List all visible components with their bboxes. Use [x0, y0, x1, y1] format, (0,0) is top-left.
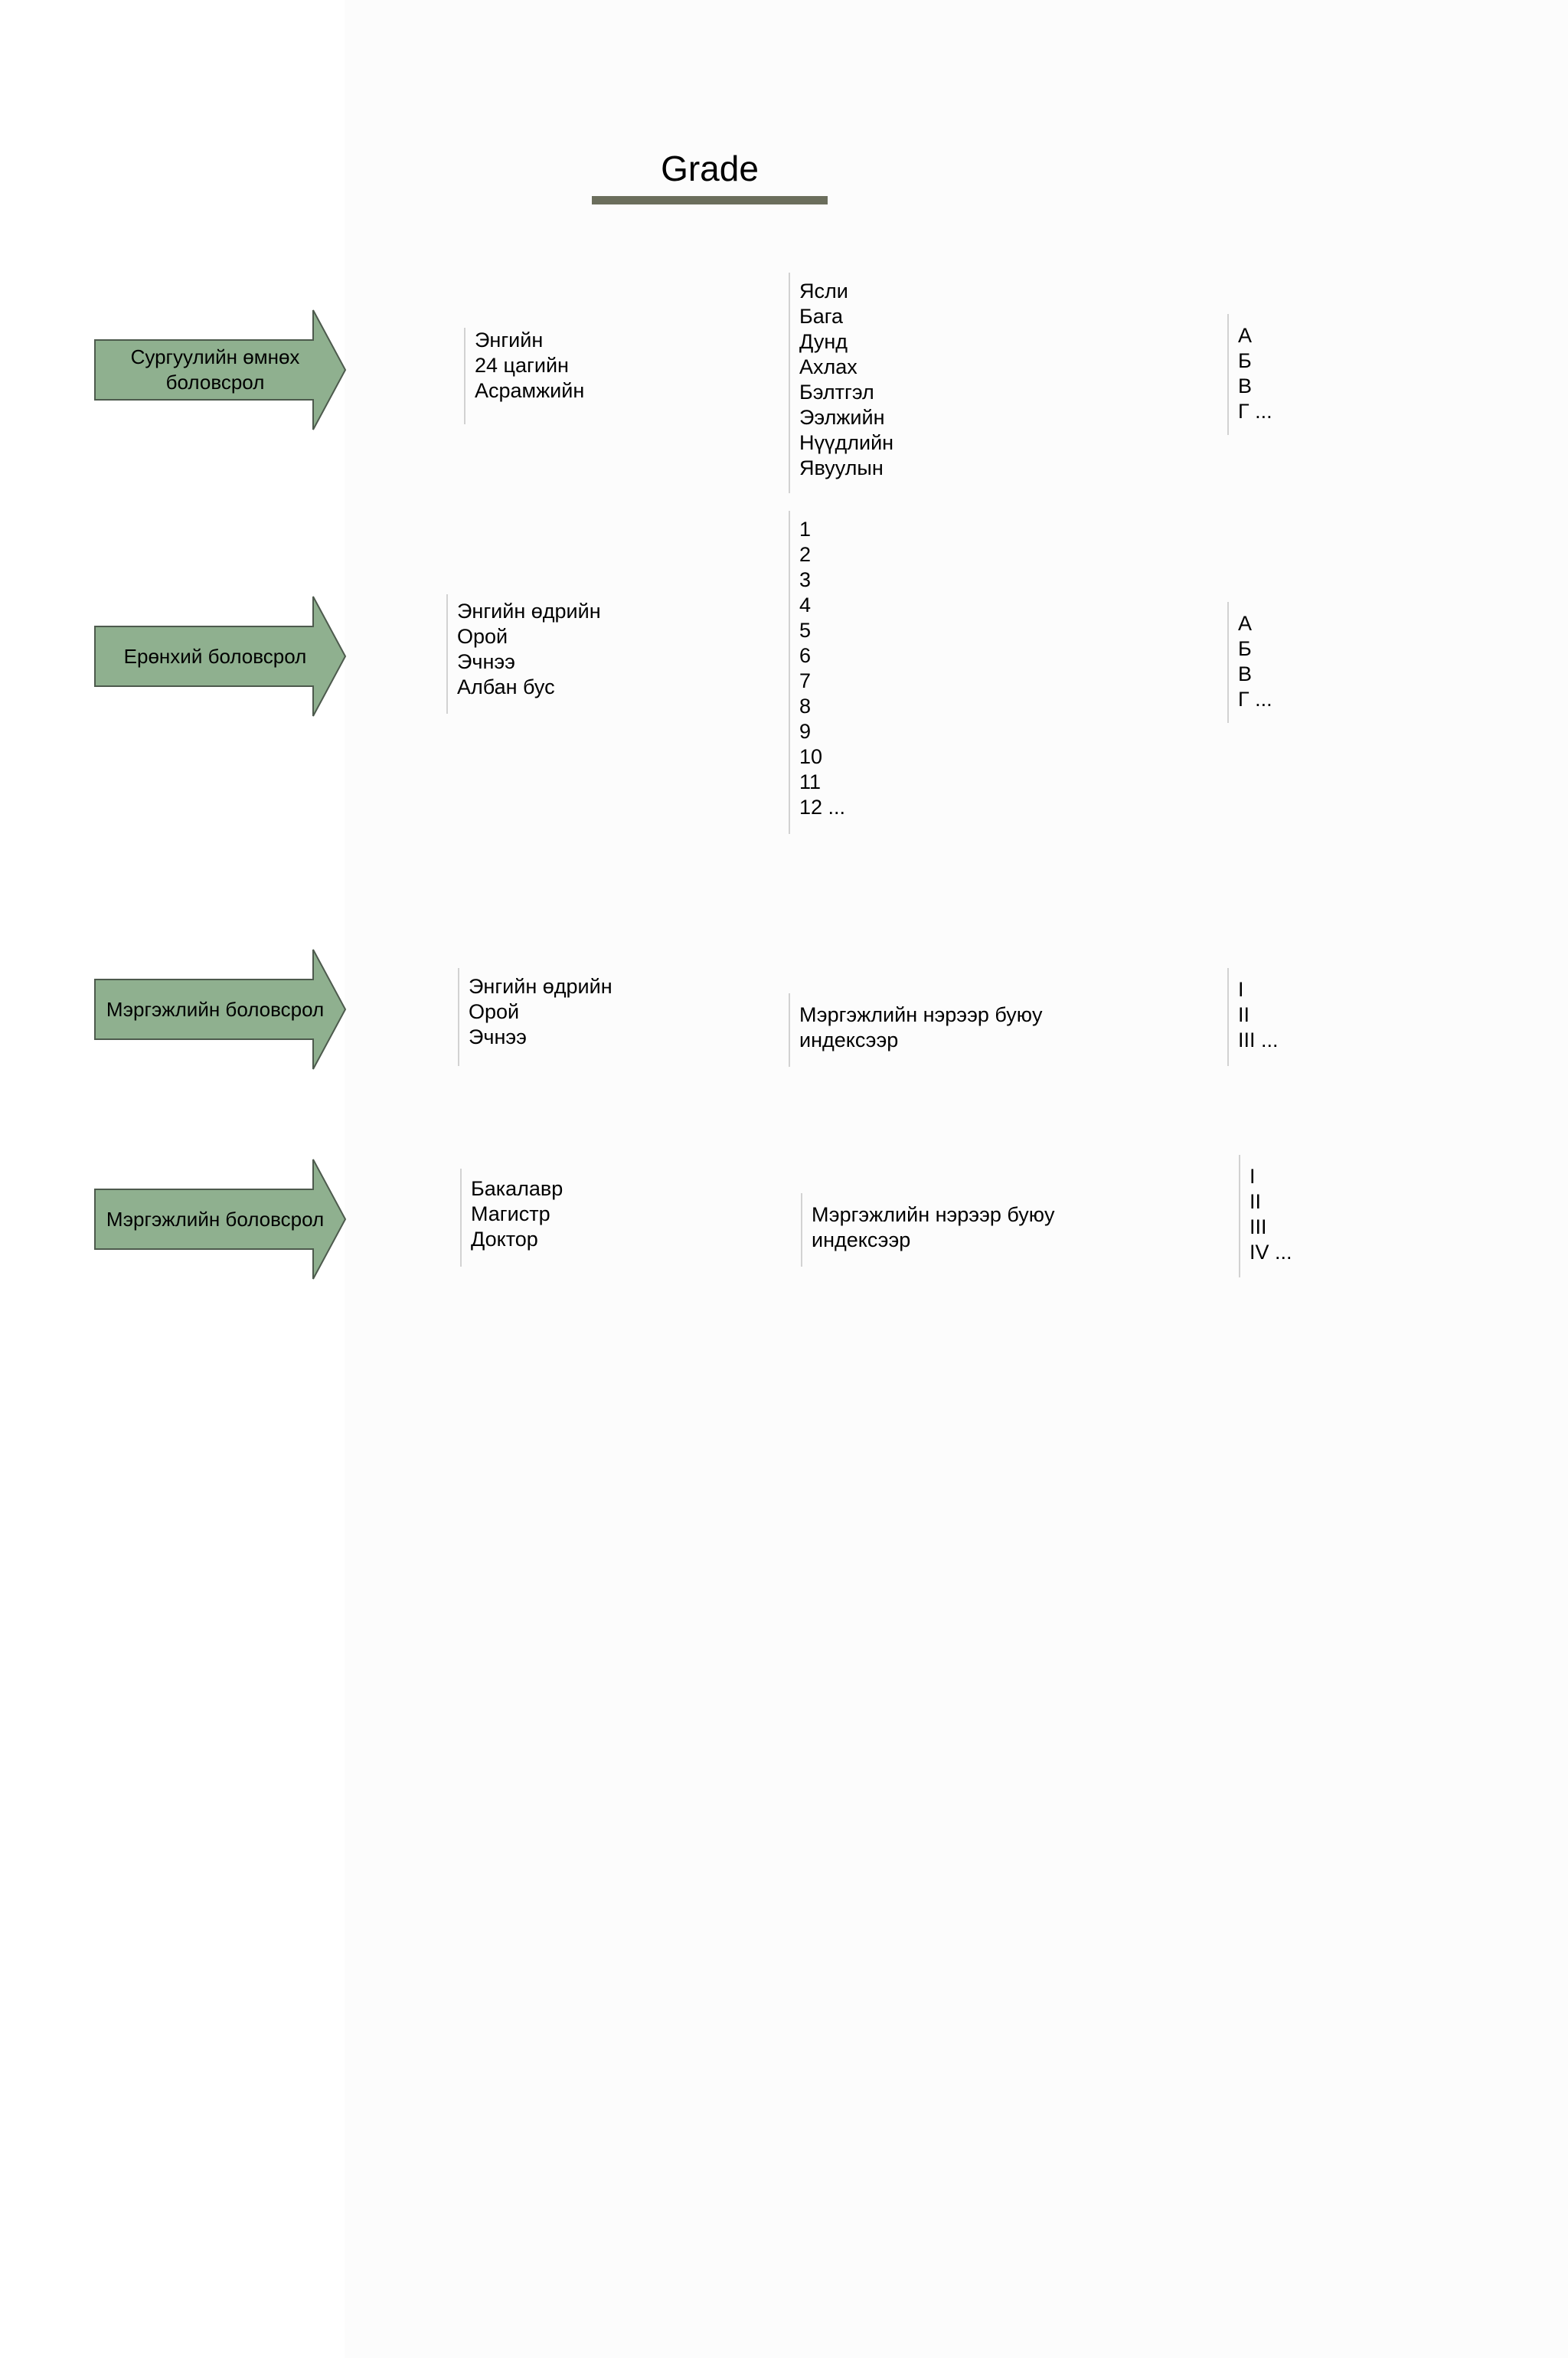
- arrow-shape: [93, 948, 348, 1071]
- forms-column: [460, 1169, 563, 1267]
- type-item: Дунд: [799, 330, 848, 353]
- group-item: Г ...: [1238, 400, 1272, 423]
- group-item: II: [1250, 1190, 1262, 1213]
- type-item: 8: [799, 695, 812, 718]
- form-item: Энгийн өдрийн: [469, 975, 612, 998]
- form-item: Албан бус: [457, 675, 555, 698]
- group-item: Г ...: [1238, 688, 1272, 711]
- group-item: II: [1238, 1003, 1250, 1026]
- arrow-shape: [93, 309, 348, 431]
- type-item: 5: [799, 619, 812, 642]
- type-item: 4: [799, 594, 812, 616]
- forms-column: [458, 968, 612, 1066]
- group-item: Б: [1238, 637, 1252, 660]
- form-item: Доктор: [471, 1228, 538, 1251]
- type-item: 2: [799, 543, 812, 566]
- type-description: Мэргэжлийн нэрээр буюу индексээр: [799, 1003, 1043, 1051]
- form-item: Орой: [469, 1000, 520, 1023]
- forms-column: [446, 594, 601, 714]
- groups-column: [1239, 1155, 1292, 1277]
- type-item: 1: [799, 518, 812, 541]
- type-item: Ясли: [799, 280, 848, 303]
- type-description: Мэргэжлийн нэрээр буюу индексээр: [812, 1203, 1055, 1251]
- group-item: III: [1250, 1215, 1267, 1238]
- forms-column: [464, 328, 584, 424]
- type-item: 7: [799, 669, 812, 692]
- group-item: I: [1250, 1165, 1256, 1188]
- diagram-title: Grade: [661, 149, 759, 188]
- type-item: 3: [799, 568, 812, 591]
- category-label: Ерөнхий боловсрол: [123, 644, 307, 668]
- type-item: Ээлжийн: [799, 406, 885, 429]
- form-item: Бакалавр: [471, 1177, 564, 1200]
- types-column: [801, 1193, 1092, 1267]
- category-label: Сургуулийн өмнөх боловсрол: [130, 345, 300, 394]
- groups-column: [1227, 314, 1272, 435]
- group-item: В: [1238, 662, 1253, 685]
- group-item: А: [1238, 324, 1253, 347]
- form-item: Орой: [457, 625, 508, 648]
- groups-column: [1227, 602, 1272, 723]
- form-item: Энгийн: [475, 329, 544, 352]
- group-item: III ...: [1238, 1029, 1279, 1051]
- type-item: Нүүдлийн: [799, 431, 894, 454]
- group-item: В: [1238, 374, 1253, 397]
- form-item: Магистр: [471, 1202, 550, 1225]
- type-item: 6: [799, 644, 812, 667]
- group-item: I: [1238, 978, 1244, 1001]
- form-item: Энгийн өдрийн: [457, 600, 601, 623]
- category-label: Мэргэжлийн боловсрол: [106, 997, 325, 1021]
- group-item: Б: [1238, 349, 1252, 372]
- types-column: [789, 273, 893, 493]
- group-item: А: [1238, 612, 1253, 635]
- types-column: [789, 993, 1080, 1067]
- arrow-shape: [93, 595, 348, 718]
- type-item: 12 ...: [799, 796, 846, 819]
- type-item: 9: [799, 720, 812, 743]
- form-item: Асрамжийн: [475, 379, 585, 402]
- type-item: 10: [799, 745, 823, 768]
- type-item: 11: [799, 770, 822, 793]
- type-item: Бага: [799, 305, 844, 328]
- group-item: IV ...: [1250, 1241, 1292, 1264]
- type-item: Явуулын: [799, 456, 884, 479]
- title-underline: [592, 196, 828, 204]
- groups-column: [1227, 968, 1279, 1066]
- arrow-shape: [93, 1158, 348, 1280]
- form-item: Эчнээ: [469, 1025, 527, 1048]
- form-item: 24 цагийн: [475, 354, 569, 377]
- category-label: Мэргэжлийн боловсрол: [106, 1207, 325, 1231]
- type-item: Бэлтгэл: [799, 381, 874, 404]
- type-item: Ахлах: [799, 355, 858, 378]
- form-item: Эчнээ: [457, 650, 515, 673]
- types-column: [789, 511, 845, 834]
